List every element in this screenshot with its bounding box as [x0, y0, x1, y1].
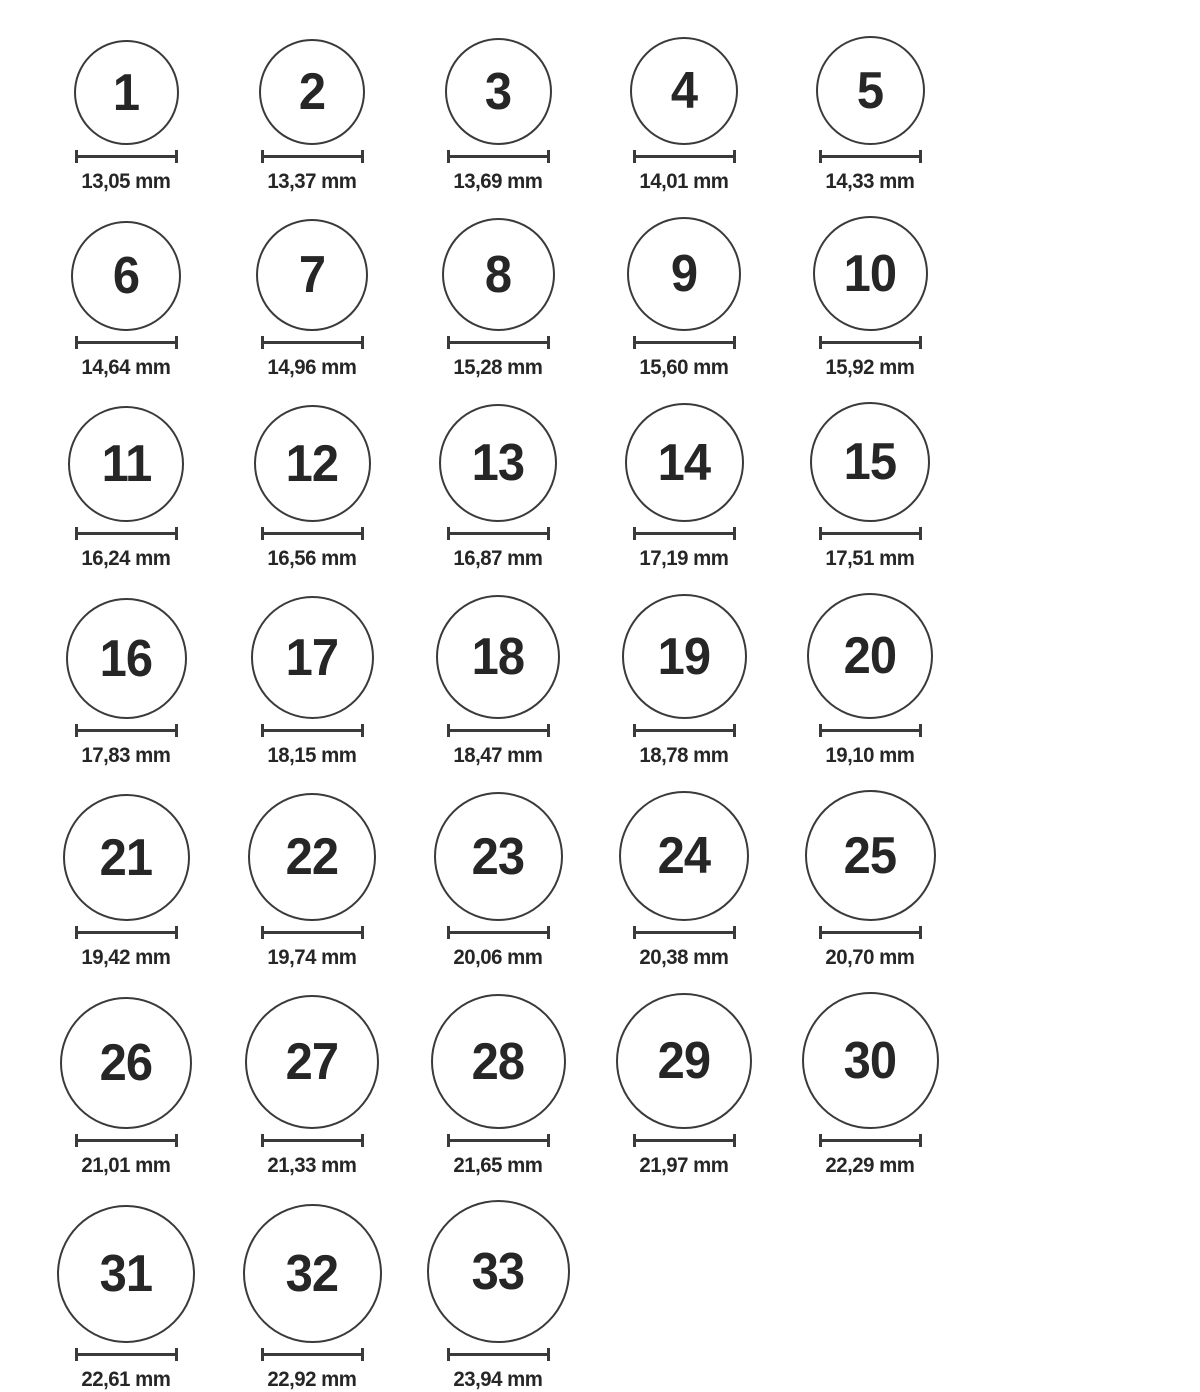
- ring-size-number: 4: [670, 62, 698, 120]
- measure-bar: [264, 931, 361, 934]
- ring-size-cell: [219, 39, 405, 194]
- ring-size-cell: [33, 1205, 219, 1392]
- measure-tick-right-icon: [361, 1348, 364, 1361]
- measure-bar: [636, 341, 733, 344]
- diameter-measure: [819, 527, 922, 540]
- measure-bar: [78, 729, 175, 732]
- diameter-measure: [633, 150, 736, 163]
- measure-bar: [636, 155, 733, 158]
- ring-size-cell: [405, 38, 591, 194]
- measure-bar: [264, 729, 361, 732]
- measure-bar: [78, 1139, 175, 1142]
- diameter-measure: [819, 336, 922, 349]
- measure-tick-right-icon: [733, 926, 736, 939]
- ring-size-cell: [591, 217, 777, 380]
- diameter-measure: [75, 150, 178, 163]
- measure-tick-right-icon: [175, 1134, 178, 1147]
- diameter-label: 15,92 mm: [825, 356, 915, 379]
- measure-tick-right-icon: [361, 336, 364, 349]
- ring-circle: [431, 994, 566, 1129]
- diameter-label: 14,33 mm: [825, 170, 915, 193]
- measure-tick-right-icon: [361, 926, 364, 939]
- diameter-label: 19,74 mm: [267, 946, 357, 969]
- ring-size-cell: [33, 997, 219, 1178]
- measure-bar: [264, 1139, 361, 1142]
- ring-size-number: 5: [856, 61, 884, 120]
- ring-circle: [243, 1204, 382, 1343]
- measure-tick-right-icon: [547, 150, 550, 163]
- ring-size-cell: [777, 790, 963, 970]
- diameter-measure: [261, 150, 364, 163]
- ring-size-number: 15: [843, 433, 897, 491]
- ring-size-cell: [33, 221, 219, 380]
- ring-size-cell: [405, 994, 591, 1178]
- ring-circle: [256, 219, 368, 331]
- ring-circle: [810, 402, 930, 522]
- diameter-label: 16,24 mm: [81, 547, 171, 570]
- measure-bar: [450, 729, 547, 732]
- diameter-label: 13,05 mm: [81, 170, 171, 193]
- diameter-measure: [261, 1134, 364, 1147]
- diameter-label: 14,96 mm: [267, 356, 357, 379]
- diameter-label: 20,70 mm: [825, 946, 915, 969]
- diameter-label: 14,64 mm: [81, 356, 171, 379]
- measure-bar: [636, 931, 733, 934]
- measure-bar: [822, 341, 919, 344]
- diameter-measure: [261, 724, 364, 737]
- ring-circle: [248, 793, 376, 921]
- measure-tick-right-icon: [733, 527, 736, 540]
- measure-bar: [78, 1353, 175, 1356]
- ring-size-cell: [405, 1200, 591, 1392]
- ring-size-number: 21: [99, 828, 153, 887]
- diameter-measure: [447, 336, 550, 349]
- ring-size-number: 25: [843, 826, 897, 885]
- measure-tick-right-icon: [919, 724, 922, 737]
- diameter-label: 21,01 mm: [81, 1154, 171, 1177]
- ring-circle: [816, 36, 925, 145]
- ring-size-cell: [219, 995, 405, 1178]
- measure-tick-right-icon: [919, 527, 922, 540]
- measure-bar: [78, 931, 175, 934]
- measure-tick-right-icon: [733, 336, 736, 349]
- diameter-label: 18,78 mm: [639, 744, 729, 767]
- ring-size-number: 8: [484, 245, 512, 304]
- diameter-label: 16,87 mm: [453, 547, 543, 570]
- ring-circle: [807, 593, 933, 719]
- ring-circle: [627, 217, 741, 331]
- diameter-measure: [819, 1134, 922, 1147]
- ring-size-cell: [405, 218, 591, 380]
- ring-circle: [439, 404, 557, 522]
- measure-bar: [78, 155, 175, 158]
- measure-tick-right-icon: [733, 150, 736, 163]
- ring-size-number: 29: [657, 1032, 711, 1090]
- ring-size-cell: [219, 596, 405, 768]
- diameter-label: 14,01 mm: [639, 170, 729, 193]
- ring-size-number: 23: [471, 827, 525, 886]
- measure-bar: [450, 1139, 547, 1142]
- measure-bar: [636, 729, 733, 732]
- diameter-measure: [819, 724, 922, 737]
- measure-bar: [822, 931, 919, 934]
- ring-circle: [805, 790, 936, 921]
- ring-size-cell: [405, 404, 591, 571]
- measure-tick-right-icon: [733, 1134, 736, 1147]
- measure-tick-right-icon: [175, 724, 178, 737]
- diameter-measure: [261, 926, 364, 939]
- ring-size-number: 22: [285, 828, 339, 886]
- measure-tick-right-icon: [547, 1348, 550, 1361]
- ring-size-cell: [33, 406, 219, 571]
- diameter-measure: [633, 527, 736, 540]
- measure-tick-right-icon: [919, 926, 922, 939]
- ring-size-cell: [33, 40, 219, 194]
- ring-size-number: 3: [484, 62, 512, 121]
- diameter-measure: [633, 724, 736, 737]
- diameter-measure: [447, 724, 550, 737]
- measure-bar: [822, 155, 919, 158]
- ring-size-cell: [591, 37, 777, 194]
- ring-size-number: 10: [843, 244, 897, 303]
- measure-tick-right-icon: [547, 527, 550, 540]
- measure-bar: [636, 532, 733, 535]
- measure-bar: [264, 532, 361, 535]
- diameter-measure: [819, 150, 922, 163]
- ring-circle: [619, 791, 749, 921]
- diameter-label: 21,33 mm: [267, 1154, 357, 1177]
- measure-tick-right-icon: [175, 150, 178, 163]
- ring-size-cell: [219, 1204, 405, 1392]
- ring-size-number: 17: [285, 628, 339, 687]
- measure-bar: [78, 532, 175, 535]
- measure-bar: [450, 155, 547, 158]
- diameter-measure: [261, 336, 364, 349]
- measure-bar: [822, 729, 919, 732]
- measure-tick-right-icon: [175, 527, 178, 540]
- ring-size-number: 14: [657, 433, 711, 492]
- diameter-measure: [447, 150, 550, 163]
- diameter-measure: [633, 926, 736, 939]
- ring-size-cell: [219, 405, 405, 571]
- ring-size-cell: [777, 216, 963, 380]
- diameter-measure: [75, 926, 178, 939]
- measure-bar: [450, 532, 547, 535]
- ring-size-cell: [219, 793, 405, 970]
- ring-size-number: 12: [285, 434, 339, 493]
- ring-size-number: 26: [99, 1034, 153, 1092]
- diameter-label: 17,83 mm: [81, 744, 171, 767]
- ring-size-cell: [405, 792, 591, 970]
- measure-tick-right-icon: [175, 1348, 178, 1361]
- ring-circle: [434, 792, 563, 921]
- ring-size-number: 11: [101, 435, 151, 493]
- ring-circle: [622, 594, 747, 719]
- diameter-label: 18,47 mm: [453, 744, 543, 767]
- diameter-label: 15,28 mm: [453, 356, 543, 379]
- measure-bar: [822, 532, 919, 535]
- diameter-measure: [633, 1134, 736, 1147]
- diameter-measure: [75, 527, 178, 540]
- ring-size-number: 18: [471, 628, 525, 686]
- measure-tick-right-icon: [361, 527, 364, 540]
- ring-size-cell: [777, 992, 963, 1178]
- ring-size-cell: [777, 593, 963, 768]
- ring-size-number: 19: [657, 627, 711, 686]
- ring-size-number: 24: [657, 827, 711, 885]
- diameter-measure: [447, 926, 550, 939]
- diameter-label: 22,92 mm: [267, 1368, 357, 1391]
- ring-circle: [245, 995, 379, 1129]
- diameter-label: 21,97 mm: [639, 1154, 729, 1177]
- diameter-label: 20,38 mm: [639, 946, 729, 969]
- measure-tick-right-icon: [547, 336, 550, 349]
- ring-circle: [616, 993, 752, 1129]
- measure-tick-right-icon: [361, 150, 364, 163]
- ring-circle: [71, 221, 181, 331]
- diameter-measure: [75, 724, 178, 737]
- ring-size-cell: [405, 595, 591, 768]
- diameter-label: 20,06 mm: [453, 946, 543, 969]
- ring-size-number: 30: [843, 1031, 897, 1090]
- ring-size-number: 32: [285, 1244, 339, 1303]
- measure-bar: [450, 1353, 547, 1356]
- diameter-measure: [447, 1348, 550, 1361]
- ring-size-number: 27: [285, 1033, 339, 1091]
- ring-circle: [63, 794, 190, 921]
- diameter-label: 23,94 mm: [453, 1368, 543, 1391]
- diameter-measure: [75, 1134, 178, 1147]
- ring-size-number: 1: [112, 63, 140, 122]
- ring-size-number: 6: [112, 247, 140, 305]
- ring-circle: [802, 992, 939, 1129]
- ring-circle: [436, 595, 560, 719]
- measure-tick-right-icon: [919, 1134, 922, 1147]
- measure-bar: [822, 1139, 919, 1142]
- ring-size-cell: [33, 598, 219, 768]
- diameter-label: 17,19 mm: [639, 547, 729, 570]
- diameter-label: 19,42 mm: [81, 946, 171, 969]
- measure-tick-right-icon: [919, 150, 922, 163]
- ring-size-cell: [777, 36, 963, 194]
- diameter-measure: [447, 1134, 550, 1147]
- ring-size-cell: [219, 219, 405, 380]
- ring-circle: [254, 405, 371, 522]
- measure-tick-right-icon: [175, 926, 178, 939]
- ring-circle: [442, 218, 555, 331]
- ring-size-cell: [777, 402, 963, 571]
- ring-size-number: 2: [298, 63, 326, 121]
- diameter-label: 22,29 mm: [825, 1154, 915, 1177]
- diameter-label: 15,60 mm: [639, 356, 729, 379]
- measure-tick-right-icon: [547, 724, 550, 737]
- measure-tick-right-icon: [733, 724, 736, 737]
- diameter-label: 19,10 mm: [825, 744, 915, 767]
- ring-circle: [630, 37, 738, 145]
- diameter-label: 13,37 mm: [267, 170, 357, 193]
- ring-size-number: 20: [843, 627, 897, 685]
- ring-circle: [60, 997, 192, 1129]
- ring-size-cell: [591, 993, 777, 1178]
- diameter-measure: [633, 336, 736, 349]
- measure-tick-right-icon: [175, 336, 178, 349]
- measure-tick-right-icon: [361, 1134, 364, 1147]
- ring-circle: [74, 40, 179, 145]
- measure-bar: [264, 155, 361, 158]
- ring-circle: [427, 1200, 570, 1343]
- diameter-label: 17,51 mm: [825, 547, 915, 570]
- measure-bar: [78, 341, 175, 344]
- ring-size-number: 16: [99, 629, 153, 688]
- diameter-measure: [261, 1348, 364, 1361]
- ring-size-number: 13: [471, 434, 525, 492]
- ring-size-number: 9: [670, 245, 698, 303]
- measure-bar: [264, 341, 361, 344]
- measure-tick-right-icon: [547, 926, 550, 939]
- ring-size-cell: [591, 403, 777, 571]
- diameter-measure: [261, 527, 364, 540]
- diameter-measure: [75, 1348, 178, 1361]
- ring-circle: [68, 406, 184, 522]
- diameter-measure: [819, 926, 922, 939]
- diameter-label: 18,15 mm: [267, 744, 357, 767]
- diameter-label: 13,69 mm: [453, 170, 543, 193]
- ring-size-number: 33: [471, 1242, 525, 1301]
- measure-tick-right-icon: [361, 724, 364, 737]
- ring-size-number: 7: [298, 246, 326, 304]
- measure-bar: [636, 1139, 733, 1142]
- measure-bar: [450, 341, 547, 344]
- ring-circle: [259, 39, 365, 145]
- diameter-label: 21,65 mm: [453, 1154, 543, 1177]
- diameter-measure: [447, 527, 550, 540]
- ring-circle: [445, 38, 552, 145]
- ring-size-number: 31: [99, 1245, 153, 1303]
- measure-bar: [264, 1353, 361, 1356]
- measure-tick-right-icon: [547, 1134, 550, 1147]
- measure-tick-right-icon: [919, 336, 922, 349]
- ring-circle: [57, 1205, 195, 1343]
- ring-size-cell: [33, 794, 219, 970]
- ring-circle: [813, 216, 928, 331]
- ring-circle: [251, 596, 374, 719]
- diameter-measure: [75, 336, 178, 349]
- diameter-label: 16,56 mm: [267, 547, 357, 570]
- ring-size-number: 28: [471, 1032, 525, 1091]
- diameter-label: 22,61 mm: [81, 1368, 171, 1391]
- ring-size-cell: [591, 594, 777, 768]
- measure-bar: [450, 931, 547, 934]
- ring-circle: [66, 598, 187, 719]
- ring-circle: [625, 403, 744, 522]
- ring-size-cell: [591, 791, 777, 970]
